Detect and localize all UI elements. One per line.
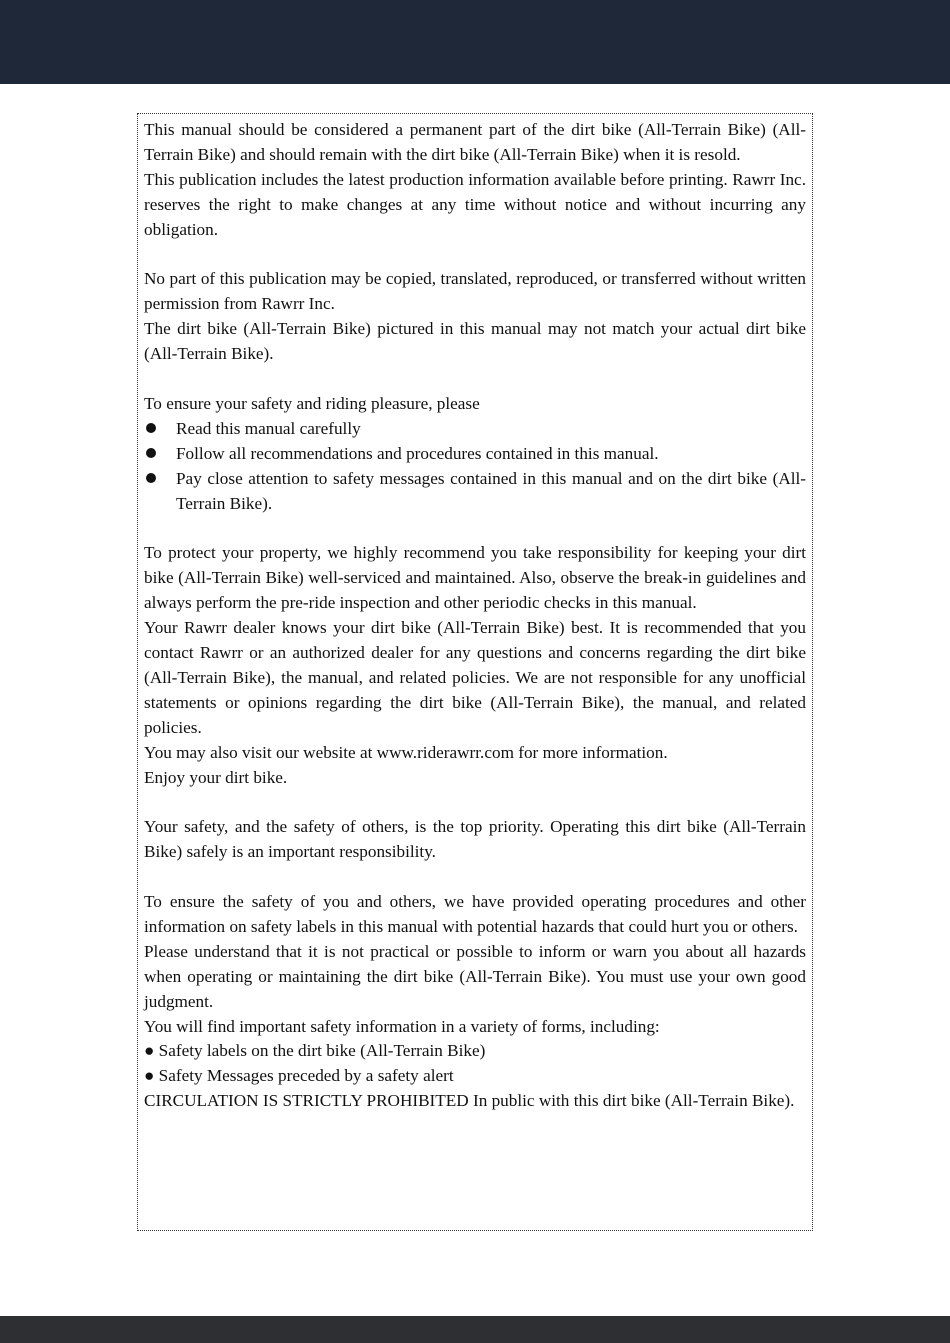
paragraph-permanent-part: This manual should be considered a permanent part of the dirt bike (All-Terrain Bike) (All-Terrain Bike) and should remain with the dirt bike (All-Terrain Bike) when it is resold.	[144, 120, 806, 164]
list-item: Follow all recommendations and procedures contained in this manual.	[144, 442, 806, 467]
header-bar	[0, 0, 950, 84]
manual-text-box	[137, 113, 813, 1231]
spacer	[144, 516, 806, 541]
paragraph-website: You may also visit our website at www.riderawrr.com for more information.	[144, 742, 668, 762]
list-item: Read this manual carefully	[144, 417, 806, 442]
paragraph-safety-intro: To ensure your safety and riding pleasure, please	[144, 393, 480, 413]
list-item: Pay close attention to safety messages contained in this manual and on the dirt bike (All-Terrain Bike).	[144, 467, 806, 517]
list-item-safety-messages: ● Safety Messages preceded by a safety alert	[144, 1066, 454, 1086]
bullet-icon	[144, 467, 176, 517]
paragraph-copy-restriction: No part of this publication may be copied, translated, reproduced, or transferred without written permission from Rawrr Inc.	[144, 269, 806, 314]
paragraph-picture-notice: The dirt bike (All-Terrain Bike) pictured in this manual may not match your actual dirt bike (All-Terrain Bike).	[144, 319, 806, 364]
paragraph-publication-info: This publication includes the latest production information available before printing. Rawrr Inc. reserves the right to make changes at any time without notice and without incurring any obligation.	[144, 169, 806, 239]
spacer	[144, 865, 806, 890]
paragraph-enjoy: Enjoy your dirt bike.	[144, 767, 288, 787]
spacer	[144, 243, 806, 268]
paragraph-circulation-prohibited: CIRCULATION IS STRICTLY PROHIBITED In public with this dirt bike (All-Terrain Bike).	[144, 1091, 795, 1111]
footer-bar	[0, 1316, 950, 1343]
list-item-safety-labels: ● Safety labels on the dirt bike (All-Terrain Bike)	[144, 1041, 486, 1061]
spacer	[144, 790, 806, 815]
bullet-icon	[144, 417, 176, 442]
paragraph-forms: You will find important safety information in a variety of forms, including:	[144, 1016, 660, 1036]
paragraph-dealer: Your Rawrr dealer knows your dirt bike (All-Terrain Bike) best. It is recommended that you contact Rawrr or an authorized dealer for any questions and concerns regarding the dirt bike (All-Terrain Bike), the manual, and related policies. We are not responsible for any unofficial statements or opinions regarding the dirt bike (All-Terrain Bike), the manual, and related policies.	[144, 618, 806, 737]
paragraph-judgment: Please understand that it is not practical or possible to inform or warn you about all hazards when operating or maintaining the dirt bike (All-Terrain Bike). You must use your own good judgment.	[144, 941, 806, 1011]
bullet-icon	[144, 442, 176, 467]
paragraph-safety-priority: Your safety, and the safety of others, is the top priority. Operating this dirt bike (All-Terrain Bike) safely is an important responsibility.	[144, 817, 806, 862]
paragraph-safety-labels: To ensure the safety of you and others, we have provided operating procedures and other information on safety labels in this manual with potential hazards that could hurt you or others.	[144, 892, 806, 936]
paragraph-protect-property: To protect your property, we highly recommend you take responsibility for keeping your dirt bike (All-Terrain Bike) well-serviced and maintained. Also, observe the break-in guidelines and always perform the pre-ride inspection and other periodic checks in this manual.	[144, 543, 806, 613]
spacer	[144, 367, 806, 392]
